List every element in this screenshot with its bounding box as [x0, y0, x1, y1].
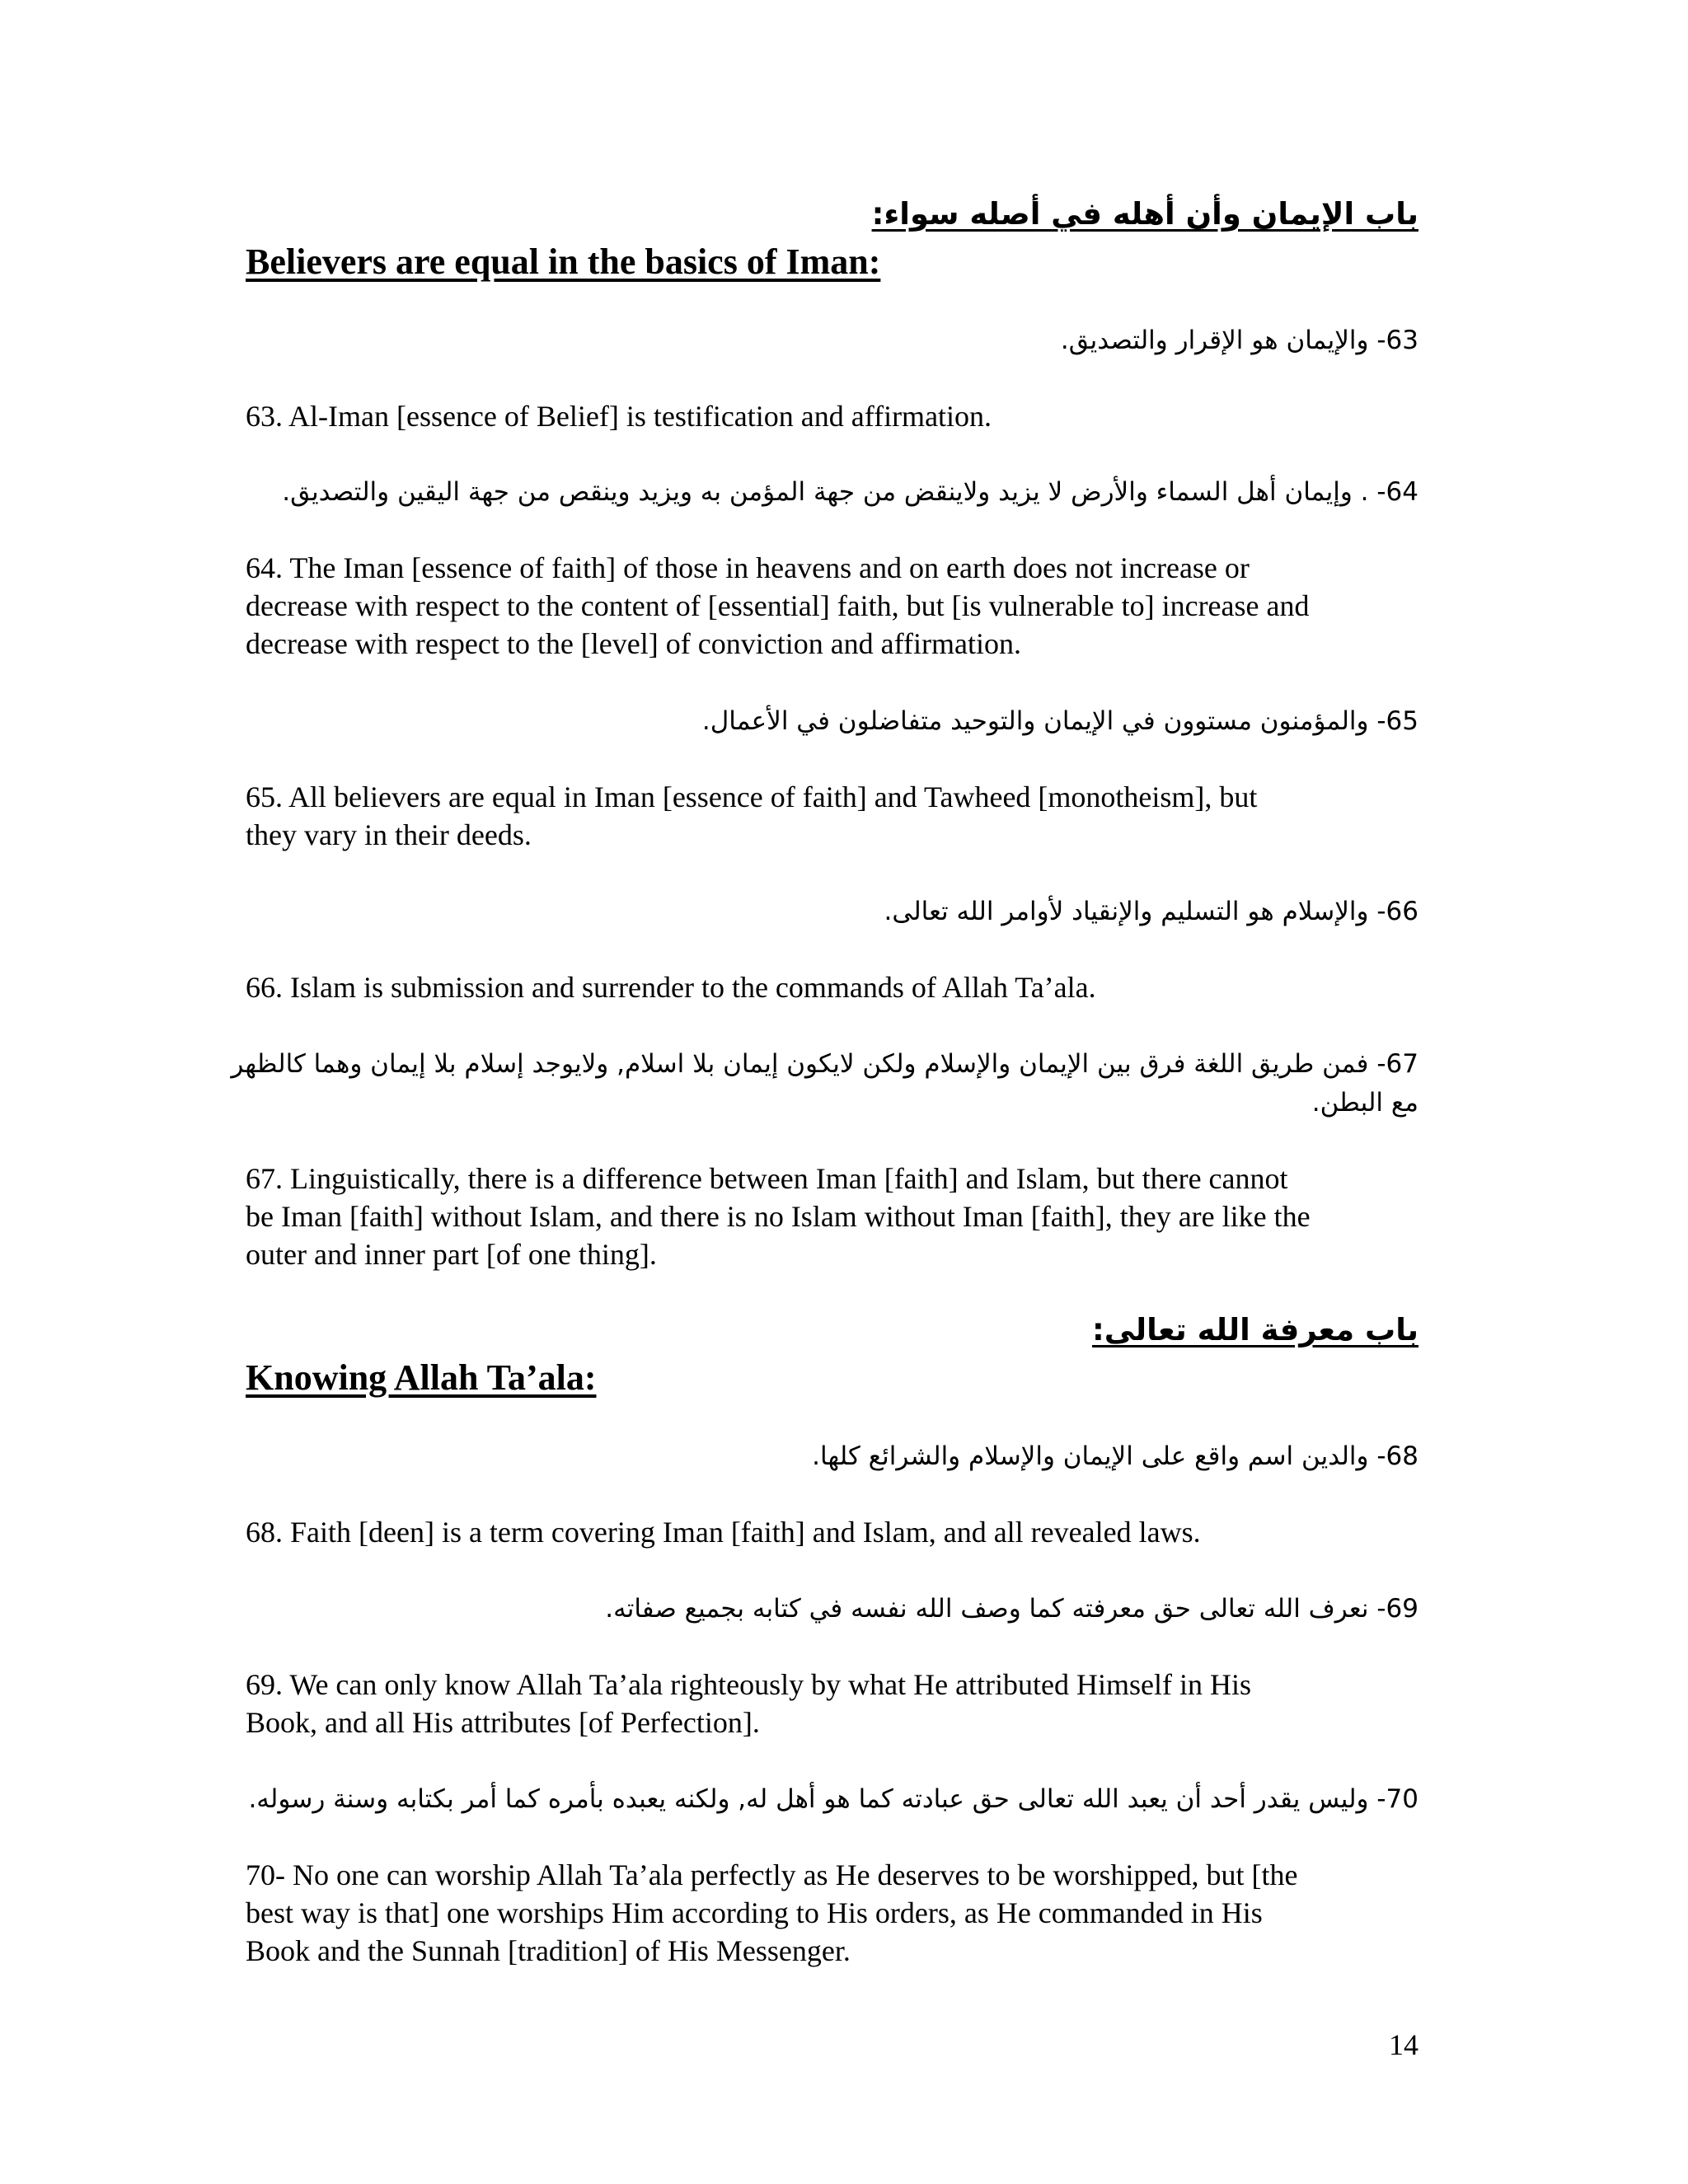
- english-paragraph-66: [246, 968, 1432, 1006]
- paragraph-line: 69. We can only know Allah Ta’ala righteously by what He attributed Himself in His: [246, 1668, 1252, 1701]
- paragraph-line: Book, and all His attributes [of Perfection].: [246, 1706, 760, 1739]
- arabic-paragraph-66: 66- والإسلام هو التسليم والإنقياد لأوامر الله تعالى.: [884, 897, 1418, 926]
- paragraph-line: 67. Linguistically, there is a difference between Iman [faith] and Islam, but there cannot: [246, 1162, 1288, 1195]
- paragraph-line: decrease with respect to the [level] of conviction and affirmation.: [246, 627, 1021, 660]
- english-paragraph-69: [246, 1666, 1432, 1741]
- english-section-heading: Knowing Allah Ta’ala:: [246, 1357, 597, 1398]
- paragraph-line: be Iman [faith] without Islam, and there is no Islam without Iman [faith], they are like the: [246, 1200, 1311, 1233]
- paragraph-line: 66. Islam is submission and surrender to the commands of Allah Ta’ala.: [246, 971, 1096, 1004]
- arabic-paragraph-69: 69- نعرف الله تعالى حق معرفته كما وصف الله نفسه في كتابه بجميع صفاته.: [605, 1594, 1418, 1624]
- arabic-paragraph-67: [232, 1045, 1418, 1122]
- paragraph-line: 70- No one can worship Allah Ta’ala perfectly as He deserves to be worshipped, but [the: [246, 1858, 1298, 1891]
- english-paragraph-64: [246, 549, 1432, 663]
- paragraph-line: best way is that] one worships Him according to His orders, as He commanded in His: [246, 1896, 1263, 1929]
- page-number: 14: [1389, 2028, 1418, 2061]
- english-section-heading: Believers are equal in the basics of Iman:: [246, 241, 881, 282]
- arabic-line: 67- فمن طريق اللغة فرق بين الإيمان والإسلام ولكن لايكون إيمان بلا اسلام, ولايوجد إسلام بلا إيمان وهما كالظهر: [231, 1049, 1418, 1079]
- arabic-paragraph-63: 63- والإيمان هو الإقرار والتصديق.: [1060, 326, 1418, 355]
- paragraph-line: 64. The Iman [essence of faith] of those in heavens and on earth does not increase or: [246, 551, 1250, 584]
- english-paragraph-68: [246, 1513, 1432, 1551]
- english-paragraph-63: [246, 397, 1432, 435]
- english-paragraph-67: [246, 1160, 1432, 1273]
- arabic-paragraph-65: 65- والمؤمنون مستوون في الإيمان والتوحيد متفاضلون في الأعمال.: [701, 706, 1418, 736]
- paragraph-line: they vary in their deeds.: [246, 818, 532, 851]
- paragraph-line: 65. All believers are equal in Iman [essence of faith] and Tawheed [monotheism], but: [246, 780, 1258, 813]
- paragraph-line: Book and the Sunnah [tradition] of His Messenger.: [246, 1934, 851, 1967]
- paragraph-line: outer and inner part [of one thing].: [246, 1238, 657, 1271]
- arabic-paragraph-68: 68- والدين اسم واقع على الإيمان والإسلام والشرائع كلها.: [812, 1441, 1418, 1471]
- english-paragraph-65: [246, 778, 1432, 854]
- english-paragraph-70: [246, 1856, 1432, 1970]
- arabic-section-heading: باب معرفة الله تعالى:: [1092, 1312, 1418, 1347]
- paragraph-line: decrease with respect to the content of [essential] faith, but [is vulnerable to] increase and: [246, 589, 1310, 622]
- paragraph-line: 68. Faith [deen] is a term covering Iman [faith] and Islam, and all revealed laws.: [246, 1516, 1201, 1549]
- arabic-section-heading: باب الإيمان وأن أهله في أصله سواء:: [871, 196, 1418, 232]
- paragraph-line: 63. Al-Iman [essence of Belief] is testification and affirmation.: [246, 400, 992, 433]
- arabic-paragraph-64: 64- . وإيمان أهل السماء والأرض لا يزيد ولاينقض من جهة المؤمن به ويزيد وينقص من جهة اليقين والتصديق.: [282, 477, 1418, 507]
- arabic-line: مع البطن.: [1311, 1088, 1418, 1118]
- arabic-paragraph-70: 70- وليس يقدر أحد أن يعبد الله تعالى حق عبادته كما هو أهل له, ولكنه يعبده بأمره كما أمر بكتابه وسنة رسوله.: [248, 1784, 1418, 1814]
